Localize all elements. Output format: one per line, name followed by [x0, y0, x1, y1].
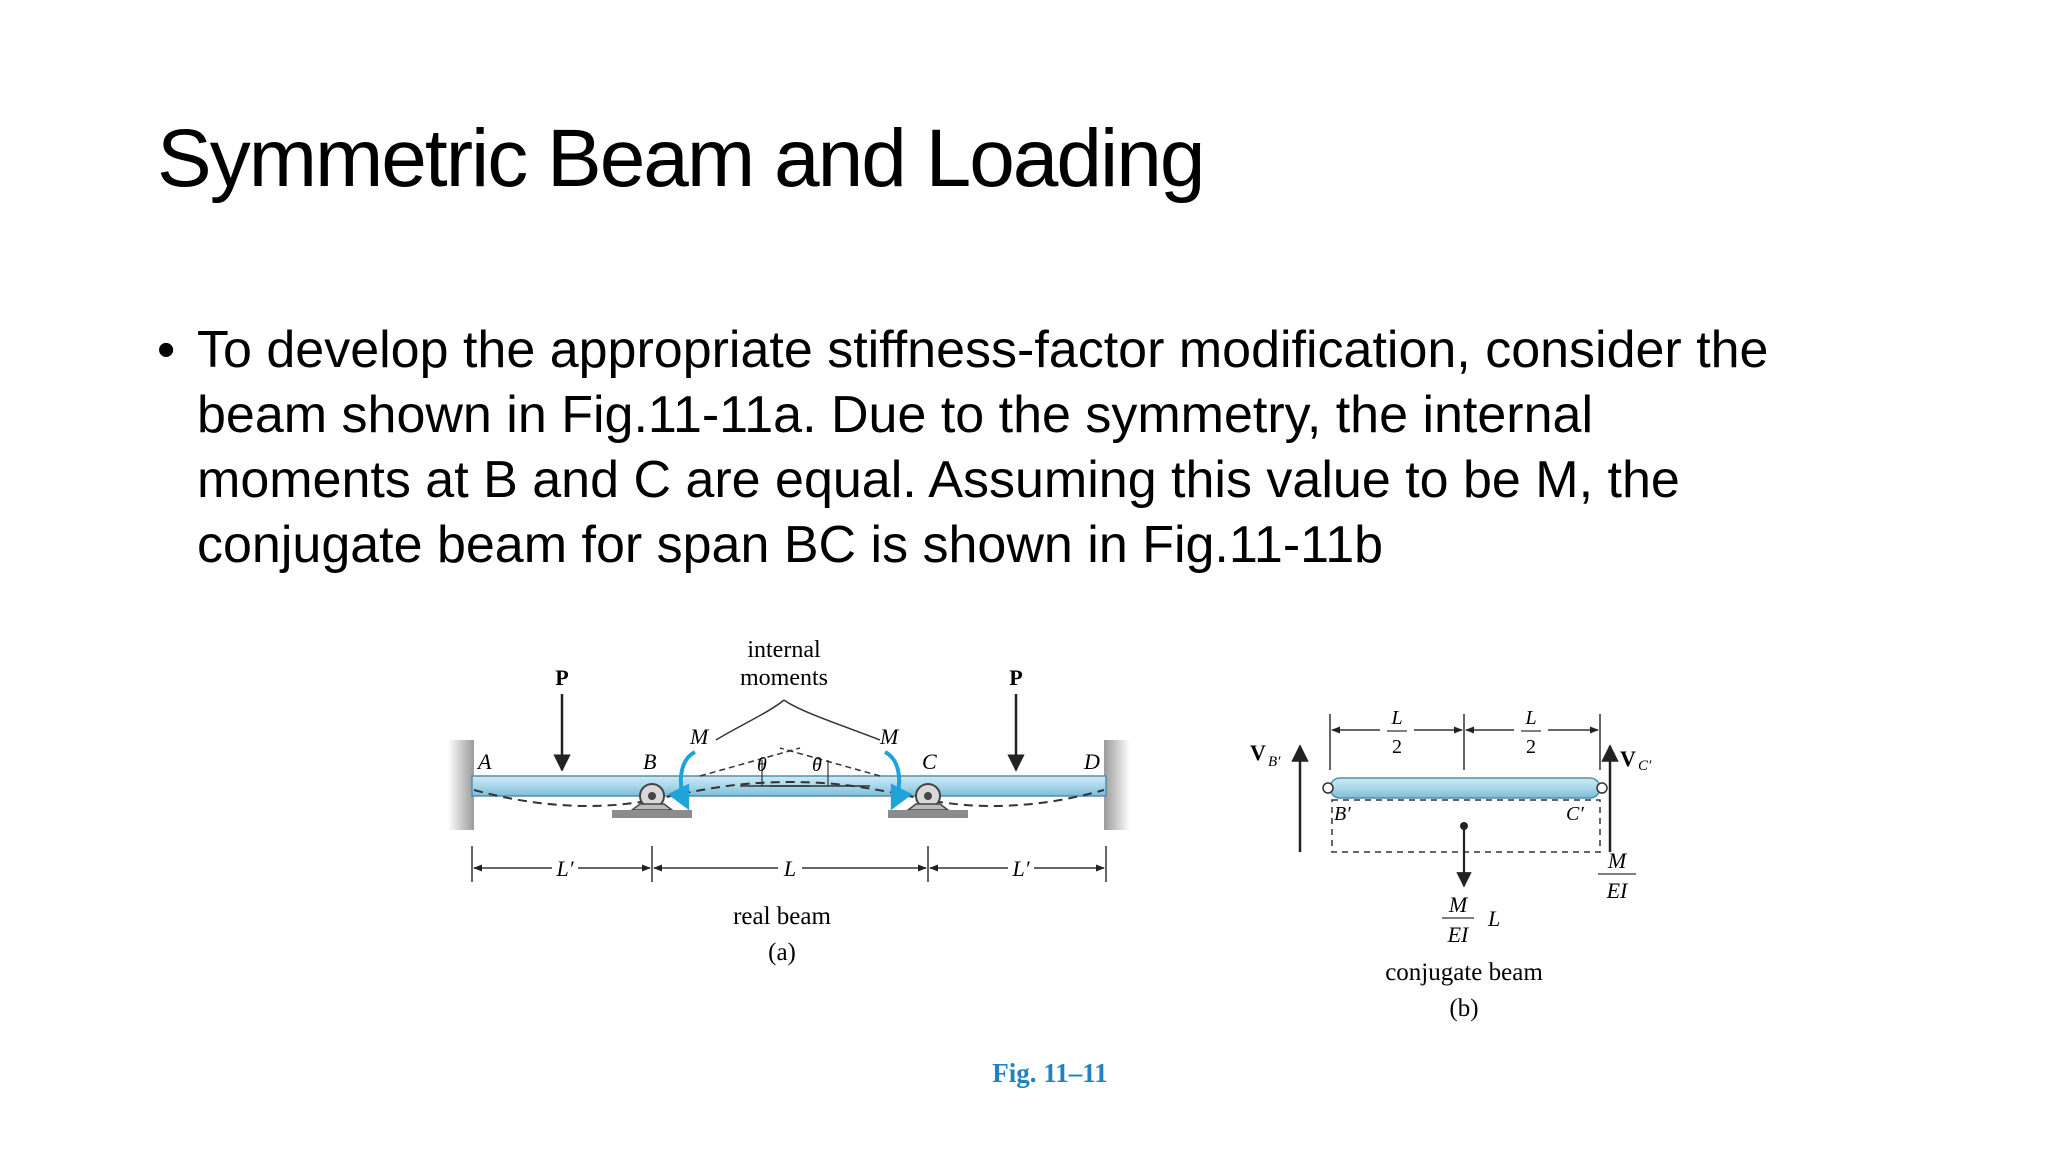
dim-label-mid: L: [783, 856, 797, 881]
slope-line-left: [700, 748, 800, 776]
half-den-right: 2: [1526, 736, 1536, 758]
conjugate-end-b: [1323, 783, 1333, 793]
slope-line-right: [780, 748, 880, 776]
load-frac-mult: L: [1488, 906, 1501, 931]
conjugate-beam-diagram: [1250, 706, 1652, 1022]
point-label-a: A: [478, 749, 492, 774]
half-num-right: L: [1525, 707, 1537, 729]
slide-title: Symmetric Beam and Loading: [157, 113, 1204, 204]
conjugate-end-c: [1597, 783, 1607, 793]
leader-line-left: [716, 700, 784, 740]
conj-point-label-c: C′: [1566, 803, 1584, 825]
dim-label-left: L′: [556, 856, 574, 881]
point-label-d: D: [1084, 749, 1100, 774]
theta-label-left: θ: [757, 754, 767, 776]
real-beam-name: real beam: [733, 903, 831, 930]
load-frac-num: M: [1448, 892, 1468, 917]
bullet-line-4: conjugate beam for span BC is shown in Fig.11-11b: [197, 516, 1384, 574]
moment-label-right: M: [880, 724, 899, 749]
left-wall: [448, 740, 474, 830]
shear-label-left-v: V: [1250, 740, 1266, 765]
point-label-c: C: [922, 749, 937, 774]
conjugate-beam-sub: (b): [1449, 995, 1479, 1022]
conj-dimension-lines: [1330, 714, 1600, 770]
real-beam-sub: (a): [768, 939, 796, 966]
figure-caption: Fig. 11–11: [992, 1058, 1108, 1088]
load-label-right: P: [1009, 665, 1023, 690]
point-label-b: B: [643, 749, 657, 774]
bullet-line-3: moments at B and C are equal. Assuming this value to be M, the: [197, 451, 1680, 509]
half-num-left: L: [1391, 707, 1403, 729]
conjugate-beam-body: [1330, 778, 1600, 798]
load-label-left: P: [555, 665, 569, 690]
theta-label-right: θ: [812, 754, 822, 776]
bullet-line-1: To develop the appropriate stiffness-factor modification, consider the: [197, 321, 1769, 379]
end-frac-den: EI: [1606, 878, 1628, 903]
end-frac-num: M: [1607, 848, 1627, 873]
half-den-left: 2: [1392, 736, 1402, 758]
shear-label-right-sub: C′: [1638, 758, 1652, 774]
moment-label-left: M: [690, 724, 709, 749]
load-frac-den: EI: [1447, 922, 1469, 947]
shear-label-right-v: V: [1620, 746, 1636, 771]
shear-label-left-sub: B′: [1268, 754, 1281, 770]
bullet-line-2: beam shown in Fig.11-11a. Due to the symmetry, the internal: [197, 386, 1594, 444]
internal-label-line-2: moments: [740, 665, 828, 691]
internal-label-line-1: internal: [747, 637, 821, 663]
dim-label-right: L′: [1012, 856, 1030, 881]
conj-point-label-b: B′: [1334, 803, 1351, 825]
bullet-dot-icon: •: [157, 321, 176, 379]
right-wall: [1104, 740, 1130, 830]
real-beam-diagram: [448, 637, 1130, 966]
conjugate-beam-name: conjugate beam: [1385, 959, 1543, 986]
leader-line-right: [784, 700, 880, 740]
